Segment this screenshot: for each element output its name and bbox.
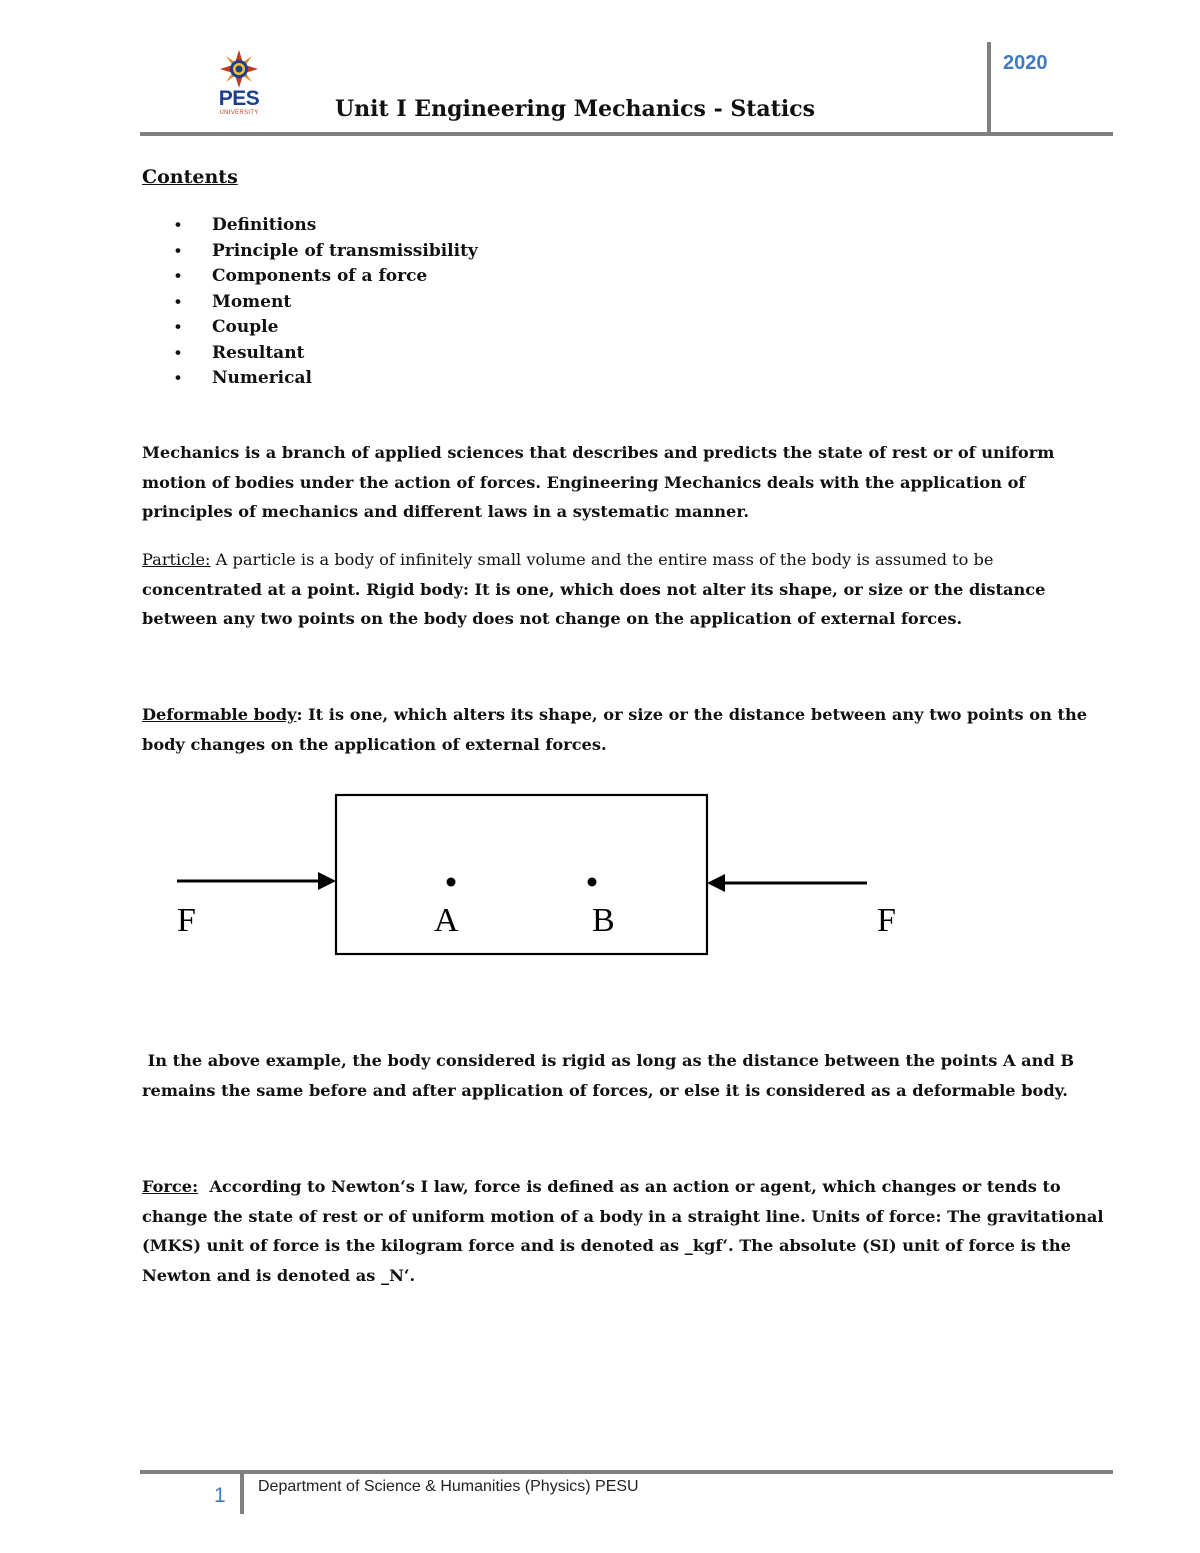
footer-department: Department of Science & Humanities (Physics) PESU (258, 1478, 639, 1495)
right-force-arrow (707, 874, 867, 892)
list-item: • Principle of transmissibility (175, 238, 478, 264)
header-divider-vertical (987, 42, 991, 134)
body-rectangle (336, 795, 707, 954)
footer-divider-vertical (240, 1472, 244, 1514)
deformable-term: Deformable body (142, 705, 297, 724)
point-a-dot (447, 878, 456, 887)
logo-subtext: UNIVERSITY (219, 110, 259, 116)
contents-heading: Contents (142, 166, 238, 188)
deformable-paragraph: Deformable body: It is one, which alters its shape, or size or the distance between any two points on the body changes on the application of external forces. (142, 705, 1088, 754)
point-a-label: A (434, 902, 459, 939)
list-item: • Couple (175, 314, 478, 340)
list-item: • Resultant (175, 340, 478, 366)
emblem-icon (214, 48, 264, 90)
list-item: • Moment (175, 289, 478, 315)
bullet-icon: • (175, 240, 181, 260)
bullet-icon: • (175, 291, 181, 311)
bullet-icon: • (175, 342, 181, 362)
footer-divider (140, 1470, 1113, 1474)
list-item: • Definitions (175, 212, 478, 238)
contents-list (175, 212, 478, 391)
force-term: Force: (142, 1177, 199, 1196)
list-item: • Numerical (175, 365, 478, 391)
logo-wordmark: PES (218, 87, 260, 110)
bullet-icon: • (175, 266, 181, 285)
force-paragraph: Force: According to Newton‘s I law, force is defined as an action or agent, which changes or tends to change the state of rest or of uniform motion of a body in a straight line. Units of force: The gravitational (MKS) unit of force is the kilogram force and is denoted as _kgf‘. The absolute (SI) unit of force is the Newton and is denoted as _N‘. (142, 1177, 1104, 1285)
left-force-label: F (177, 902, 196, 939)
document-title: Unit I Engineering Mechanics - Statics (335, 96, 815, 122)
right-force-label: F (877, 902, 896, 939)
mechanics-paragraph: Mechanics is a branch of applied sciences that describes and predicts the state of rest or of uniform motion of bodies under the action of forces. Engineering Mechanics deals with the application of principles of mechanics and different laws in a systematic manner. (142, 443, 1055, 521)
bullet-icon: • (175, 215, 181, 234)
particle-paragraph: Particle: A particle is a body of infinitely small volume and the entire mass of the body is assumed to be concentrated at a point. Rigid body: It is one, which does not alter its shape, or size or the distance between any two points on the body does not change on the application of external forces. (142, 550, 1046, 628)
particle-term: Particle: (142, 550, 211, 569)
rigid-body-diagram (170, 790, 896, 960)
header-year: 2020 (1003, 52, 1048, 74)
page-number: 1 (214, 1484, 226, 1507)
point-b-dot (588, 878, 597, 887)
list-item: • Components of a force (175, 263, 478, 289)
header-divider (140, 132, 1113, 136)
left-force-arrow (177, 872, 336, 890)
bullet-icon: • (175, 317, 181, 336)
bullet-icon: • (175, 368, 181, 387)
example-paragraph: In the above example, the body considered is rigid as long as the distance between the points A and B remains the same before and after application of forces, or else it is considered as a deformable body. (142, 1051, 1075, 1100)
point-b-label: B (592, 902, 615, 939)
